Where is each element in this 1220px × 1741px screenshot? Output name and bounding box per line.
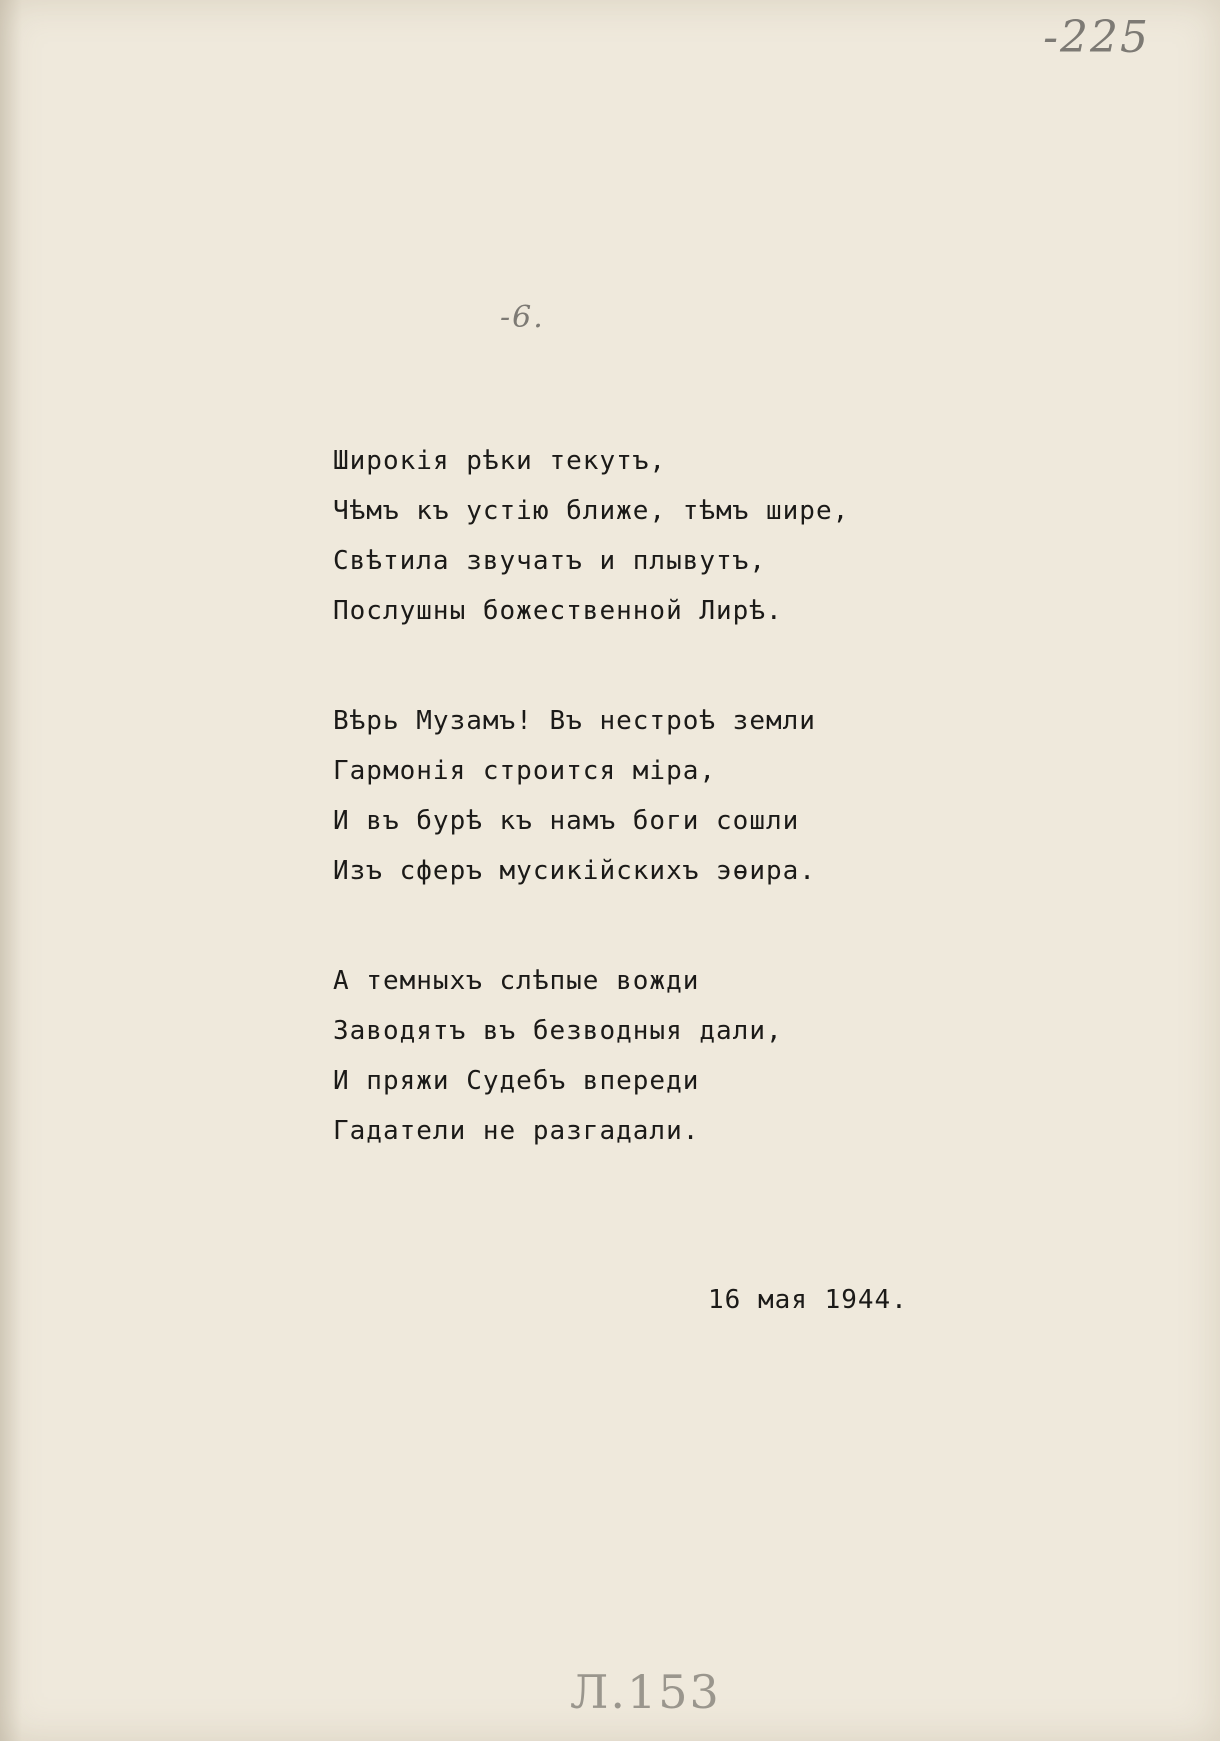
poem-line: И въ бурѣ къ намъ боги сошли [333,806,800,836]
archive-number: -225 [1043,12,1150,63]
stanza [333,696,849,896]
poem-line: Изъ сферъ мусикійскихъ эѳира. [333,856,816,886]
poem [333,436,849,1216]
poem-line: Гадатели не разгадали. [333,1116,700,1146]
page-number: -6. [500,300,545,335]
poem-line: Гармонія строится міра, [333,756,717,786]
poem-line: Заводятъ въ безводныя дали, [333,1016,783,1046]
poem-line: Свѣтила звучатъ и плывутъ, [333,546,766,576]
poem-date: 16 мая 1944. [708,1285,908,1315]
poem-line: Послушны божественной Лирѣ. [333,596,783,626]
stanza [333,956,849,1156]
poem-line: А темныхъ слѣпые вожди [333,966,700,996]
poem-line: И пряжи Судебъ впереди [333,1066,700,1096]
poem-line: Широкія рѣки текутъ, [333,446,667,476]
stanza [333,436,849,636]
poem-line: Чѣмъ къ устію ближе, тѣмъ шире, [333,496,850,526]
leaf-number: Л.153 [570,1665,721,1719]
poem-line: Вѣрь Музамъ! Въ нестроѣ земли [333,706,816,736]
